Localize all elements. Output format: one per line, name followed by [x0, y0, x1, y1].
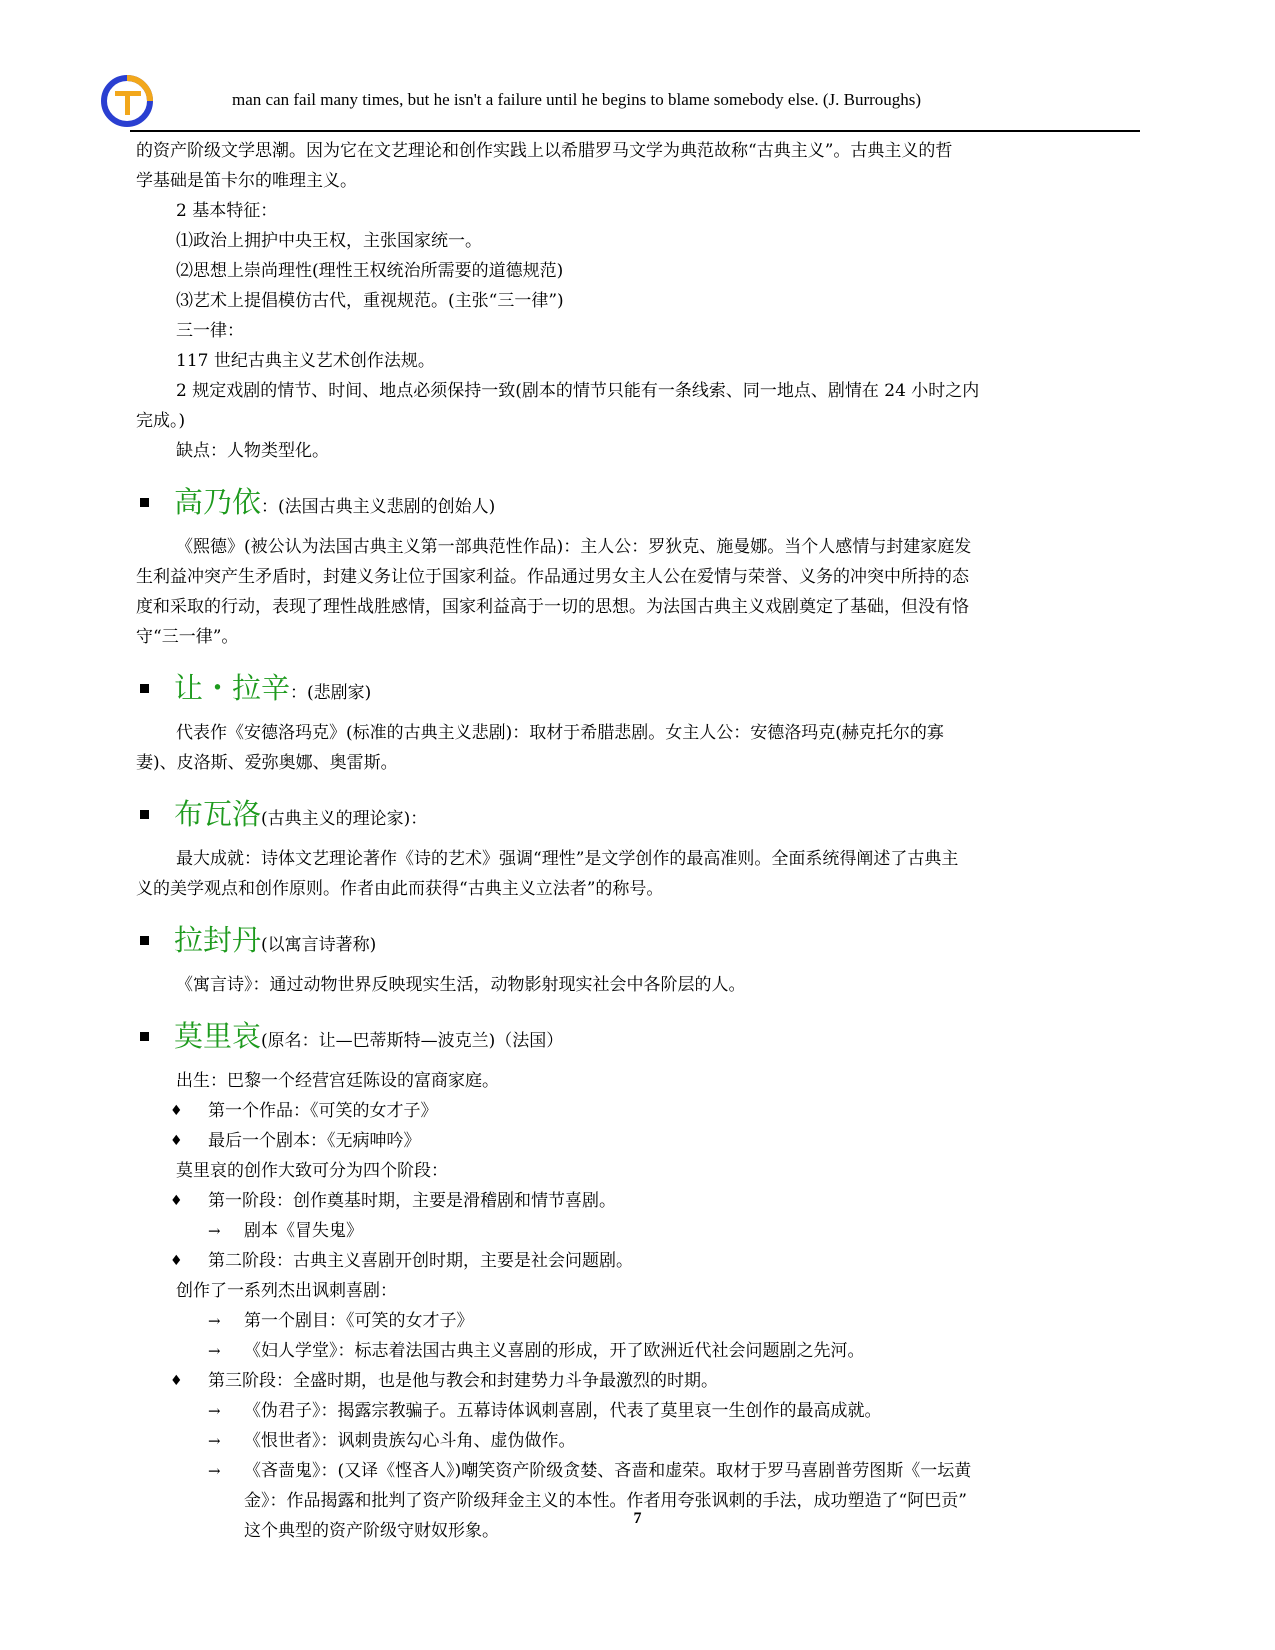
heading-note: (原名：让—巴蒂斯特—波克兰)（法国）	[261, 1031, 564, 1051]
arrow-list-item: → 《吝啬鬼》：(又译《悭吝人》)嘲笑资产阶级贪婪、吝啬和虚荣。取材于罗马喜剧普劳图斯《一坛黄	[136, 1456, 1136, 1486]
section-heading-lafontaine	[136, 918, 1136, 962]
diamond-bullet-icon: ♦	[170, 1253, 183, 1269]
paragraph-line: 生利益冲突产生矛盾时，封建义务让位于国家利益。作品通过男女主人公在爱情与荣誉、义务的冲突中所持的态	[136, 567, 969, 587]
section-heading-racine	[136, 666, 1136, 710]
heading-note: (以寓言诗著称)	[261, 935, 377, 955]
intro-line: 学基础是笛卡尔的唯理主义。	[136, 171, 357, 191]
paragraph-line: 《寓言诗》：通过动物世界反映现实生活，动物影射现实社会中各阶层的人。	[176, 975, 746, 995]
paragraph-line: 度和采取的行动，表现了理性战胜感情，国家利益高于一切的思想。为法国古典主义戏剧奠定了基础，但没有恪	[136, 597, 969, 617]
feature-item: ⑶艺术上提倡模仿古代，重视规范。(主张“三一律”)	[176, 291, 564, 311]
section-heading-corneille	[136, 480, 1136, 524]
feature-item: ⑴政治上拥护中央王权，主张国家统一。	[176, 231, 482, 251]
heading-name: 让・拉辛	[174, 671, 291, 705]
arrow-bullet-icon: →	[208, 1312, 221, 1330]
feature-item: ⑵思想上崇尚理性(理性王权统治所需要的道德规范)	[176, 261, 564, 281]
heading-note: (古典主义的理论家)：	[261, 809, 428, 829]
arrow-list-item: → 《恨世者》：讽刺贵族勾心斗角、虚伪做作。	[136, 1426, 1136, 1456]
header-divider	[130, 130, 1140, 132]
paragraph-line: 妻)、皮洛斯、爱弥奥娜、奥雷斯。	[136, 753, 398, 773]
arrow-list-item: → 《伪君子》：揭露宗教骗子。五幕诗体讽刺喜剧，代表了莫里哀一生创作的最高成就。	[136, 1396, 1136, 1426]
square-bullet-icon	[140, 1032, 149, 1041]
paragraph-line: 创作了一系列杰出讽刺喜剧：	[176, 1281, 397, 1301]
arrow-list-item: → 第一个剧目：《可笑的女才子》	[136, 1306, 1136, 1336]
diamond-list-item: ♦ 第一个作品：《可笑的女才子》	[136, 1096, 1136, 1126]
diamond-bullet-icon: ♦	[170, 1133, 183, 1149]
paragraph-line: 义的美学观点和创作原则。作者由此而获得“古典主义立法者”的称号。	[136, 879, 664, 899]
square-bullet-icon	[140, 936, 149, 945]
heading-name: 布瓦洛	[174, 797, 262, 831]
paragraph-line: 最大成就：诗体文艺理论著作《诗的艺术》强调“理性”是文学创作的最高准则。全面系统得阐述了古典主	[176, 849, 959, 869]
features-title: 2 基本特征：	[176, 201, 278, 221]
paragraph-line: 莫里哀的创作大致可分为四个阶段：	[176, 1161, 448, 1181]
arrow-list-item: → 《妇人学堂》：标志着法国古典主义喜剧的形成，开了欧洲近代社会问题剧之先河。	[136, 1336, 1136, 1366]
arrow-bullet-icon: →	[208, 1402, 221, 1420]
arrow-bullet-icon: →	[208, 1462, 221, 1480]
diamond-bullet-icon: ♦	[170, 1103, 183, 1119]
circle-t-logo-icon	[100, 74, 154, 128]
section-heading-moliere	[136, 1014, 1136, 1058]
arrow-bullet-icon: →	[208, 1432, 221, 1450]
sanyilv-item-cont: 完成。)	[136, 411, 186, 431]
sanyilv-item: 117 世纪古典主义艺术创作法规。	[176, 351, 435, 371]
heading-name: 高乃依	[174, 485, 262, 519]
diamond-list-item: ♦ 第二阶段：古典主义喜剧开创时期，主要是社会问题剧。	[136, 1246, 1136, 1276]
heading-note: ：(法国古典主义悲剧的创始人)	[261, 497, 496, 517]
diamond-list-item: ♦ 第一阶段：创作奠基时期，主要是滑稽剧和情节喜剧。	[136, 1186, 1136, 1216]
page-number: 7	[633, 1510, 642, 1527]
document-body	[136, 136, 1136, 1546]
sanyilv-title: 三一律：	[176, 321, 244, 341]
arrow-bullet-icon: →	[208, 1222, 221, 1240]
paragraph-line: 守“三一律”。	[136, 627, 239, 647]
header-quote: man can fail many times, but he isn't a failure until he begins to blame somebody else. (J. Burroughs)	[232, 90, 922, 109]
arrow-list-item-cont: 这个典型的资产阶级守财奴形象。	[244, 1521, 499, 1541]
paragraph-line: 《熙德》(被公认为法国古典主义第一部典范性作品)：主人公：罗狄克、施曼娜。当个人感情与封建家庭发	[176, 537, 972, 557]
arrow-list-item: → 剧本《冒失鬼》	[136, 1216, 1136, 1246]
arrow-bullet-icon: →	[208, 1342, 221, 1360]
paragraph-line: 代表作《安德洛玛克》(标准的古典主义悲剧)：取材于希腊悲剧。女主人公：安德洛玛克(赫克托尔的寡	[176, 723, 944, 743]
paragraph-line: 出生：巴黎一个经营宫廷陈设的富商家庭。	[176, 1071, 499, 1091]
diamond-bullet-icon: ♦	[170, 1373, 183, 1389]
square-bullet-icon	[140, 684, 149, 693]
intro-line: 的资产阶级文学思潮。因为它在文艺理论和创作实践上以希腊罗马文学为典范故称“古典主义”。古典主义的哲	[136, 141, 953, 161]
flaw-line: 缺点：人物类型化。	[176, 441, 329, 461]
square-bullet-icon	[140, 810, 149, 819]
diamond-list-item: ♦ 第三阶段：全盛时期，也是他与教会和封建势力斗争最激烈的时期。	[136, 1366, 1136, 1396]
heading-note: ：(悲剧家)	[290, 683, 372, 703]
heading-name: 莫里哀	[174, 1019, 262, 1053]
page-header	[100, 68, 1140, 138]
sanyilv-item: 2 规定戏剧的情节、时间、地点必须保持一致(剧本的情节只能有一条线索、同一地点、剧情在 24 小时之内	[176, 381, 980, 401]
arrow-list-item-cont: 金》：作品揭露和批判了资产阶级拜金主义的本性。作者用夸张讽刺的手法，成功塑造了“阿巴贡”	[244, 1491, 967, 1511]
section-heading-boileau	[136, 792, 1136, 836]
diamond-list-item: ♦ 最后一个剧本：《无病呻吟》	[136, 1126, 1136, 1156]
diamond-bullet-icon: ♦	[170, 1193, 183, 1209]
square-bullet-icon	[140, 498, 149, 507]
heading-name: 拉封丹	[174, 923, 262, 957]
